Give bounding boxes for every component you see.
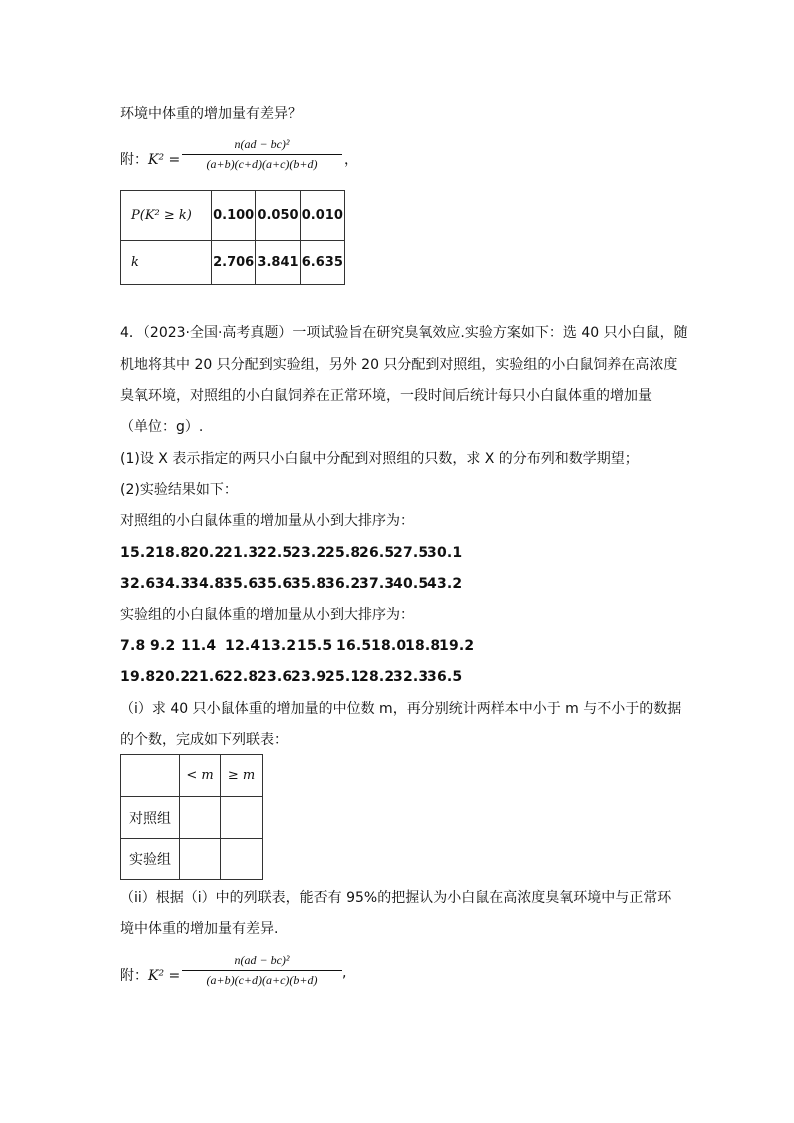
data-value: 19.2	[439, 638, 475, 654]
table-col-header: < m	[180, 755, 221, 797]
problem-intro-line: 4．（2023·全国·高考真题）一项试验旨在研究臭氧效应.实验方案如下：选 40 只小白鼠，随	[120, 325, 688, 341]
sub-question-i-line: 的个数，完成如下列联表：	[120, 732, 288, 748]
chi-square-formula	[120, 136, 380, 182]
data-value: 21.3	[223, 545, 259, 561]
table-corner-cell	[121, 755, 180, 797]
data-value: 7.8	[120, 638, 146, 654]
problem-intro-line: （单位：g）.	[120, 419, 204, 435]
data-value: 22.8	[223, 669, 259, 685]
formula-lhs: K² =	[148, 152, 181, 168]
data-value: 25.8	[325, 545, 361, 561]
data-value: 11.4	[181, 638, 217, 654]
data-value: 15.5	[297, 638, 333, 654]
table-row	[121, 191, 345, 241]
data-value: 37.3	[359, 576, 395, 592]
formula-label: 附：	[120, 152, 148, 168]
part-2-text: (2)实验结果如下：	[120, 482, 238, 498]
table-row-label: 对照组	[121, 797, 180, 839]
table-cell	[221, 839, 263, 880]
formula-lhs: K² =	[148, 968, 181, 984]
formula-numerator: n(ad − bc)²	[234, 953, 290, 967]
data-value: 36.5	[427, 669, 463, 685]
data-value: 32.3	[393, 669, 429, 685]
sub-question-ii-line: 境中体重的增加量有差异.	[120, 921, 279, 937]
data-value: 35.6	[257, 576, 293, 592]
data-value: 34.3	[155, 576, 191, 592]
control-group-label: 对照组的小白鼠体重的增加量从小到大排序为：	[120, 513, 414, 529]
data-value: 43.2	[427, 576, 463, 592]
continuation-line: 环境中体重的增加量有差异？	[120, 106, 302, 122]
table-cell	[221, 797, 263, 839]
experiment-group-label: 实验组的小白鼠体重的增加量从小到大排序为：	[120, 607, 414, 623]
table-cell: 0.050	[256, 191, 300, 241]
data-value: 30.1	[427, 545, 463, 561]
data-value: 15.2	[120, 545, 156, 561]
data-value: 23.9	[291, 669, 327, 685]
data-value: 18.8	[405, 638, 441, 654]
data-value: 13.2	[261, 638, 297, 654]
data-value: 40.5	[393, 576, 429, 592]
data-value: 34.8	[189, 576, 225, 592]
data-value: 18.0	[371, 638, 407, 654]
sub-question-ii-line: （ii）根据（i）中的列联表，能否有 95%的把握认为小白鼠在高浓度臭氧环境中与正常环	[120, 890, 672, 906]
table-row	[121, 839, 263, 880]
experiment-data-row-1	[120, 636, 473, 656]
table-header-label: P(K² ≥ k)	[121, 191, 212, 241]
table-row	[121, 241, 345, 285]
data-value: 26.5	[359, 545, 395, 561]
chi-square-formula	[120, 952, 380, 998]
table-row	[121, 797, 263, 839]
experiment-data-row-2	[120, 667, 461, 687]
table-cell: 0.100	[212, 191, 256, 241]
data-value: 20.2	[155, 669, 191, 685]
problem-intro-line: 机地将其中 20 只分配到实验组，另外 20 只分配到对照组，实验组的小白鼠饲养在高浓度	[120, 357, 678, 373]
table-col-header: ≥ m	[221, 755, 263, 797]
data-value: 18.8	[155, 545, 191, 561]
table-cell: 3.841	[256, 241, 300, 285]
data-value: 27.5	[393, 545, 429, 561]
control-data-row-1	[120, 543, 461, 563]
data-value: 25.1	[325, 669, 361, 685]
formula-comma: ,	[342, 965, 347, 981]
sub-question-i-line: （i）求 40 只小鼠体重的增加量的中位数 m，再分别统计两样本中小于 m 与不小于的数据	[120, 701, 682, 717]
part-1-text: (1)设 X 表示指定的两只小白鼠中分配到对照组的只数，求 X 的分布列和数学期望；	[120, 451, 639, 467]
table-cell: 0.010	[300, 191, 344, 241]
formula-fraction	[182, 952, 342, 989]
data-value: 36.2	[325, 576, 361, 592]
data-value: 9.2	[150, 638, 176, 654]
critical-value-table	[120, 190, 345, 285]
formula-denominator: (a+b)(c+d)(a+c)(b+d)	[206, 157, 318, 171]
formula-comma: ，	[344, 152, 358, 168]
table-row-label: k	[121, 241, 212, 285]
data-value: 16.5	[336, 638, 372, 654]
problem-intro-line: 臭氧环境，对照组的小白鼠饲养在正常环境，一段时间后统计每只小白鼠体重的增加量	[120, 388, 652, 404]
data-value: 23.2	[291, 545, 327, 561]
data-value: 21.6	[189, 669, 225, 685]
table-cell	[180, 839, 221, 880]
data-value: 32.6	[120, 576, 156, 592]
data-value: 23.6	[257, 669, 293, 685]
formula-numerator: n(ad − bc)²	[234, 137, 290, 151]
data-value: 20.2	[189, 545, 225, 561]
formula-fraction	[182, 136, 342, 173]
table-cell: 6.635	[300, 241, 344, 285]
table-row	[121, 755, 263, 797]
data-value: 12.4	[225, 638, 261, 654]
data-value: 28.2	[359, 669, 395, 685]
data-value: 22.5	[257, 545, 293, 561]
formula-label: 附：	[120, 968, 148, 984]
table-cell	[180, 797, 221, 839]
contingency-table	[120, 754, 263, 880]
formula-denominator: (a+b)(c+d)(a+c)(b+d)	[206, 973, 318, 987]
control-data-row-2	[120, 574, 461, 594]
table-row-label: 实验组	[121, 839, 180, 880]
data-value: 19.8	[120, 669, 156, 685]
table-cell: 2.706	[212, 241, 256, 285]
data-value: 35.8	[291, 576, 327, 592]
data-value: 35.6	[223, 576, 259, 592]
